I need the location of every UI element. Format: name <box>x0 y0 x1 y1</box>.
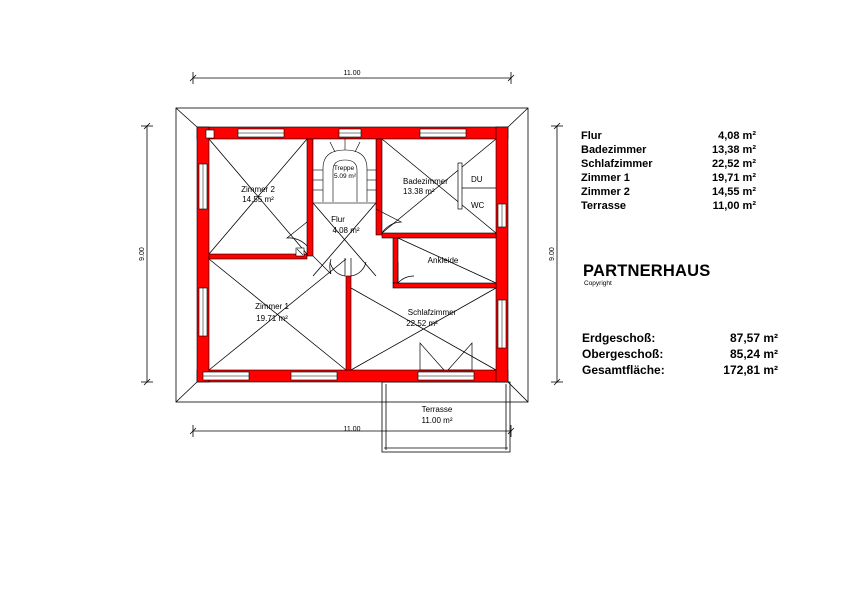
list-item <box>581 143 756 157</box>
chimney-icon <box>296 248 304 256</box>
totals-label: Obergeschoß: <box>582 347 664 361</box>
room-area-zimmer2: 14.55 m² <box>242 195 274 204</box>
area-list-value: 22,52 m² <box>711 158 756 170</box>
totals-value: 85,24 m² <box>729 347 778 361</box>
list-item <box>581 129 756 143</box>
copyright-note: Copyright <box>584 280 612 287</box>
room-name-zimmer1: Zimmer 1 <box>255 302 289 311</box>
room-name-ankleide: Ankleide <box>427 256 459 265</box>
area-list-value: 13,38 m² <box>711 144 756 156</box>
area-list-label: Terrasse <box>581 200 627 212</box>
totals-value: 172,81 m² <box>723 363 778 377</box>
room-name-badezimmer: Badezimmer <box>403 177 448 186</box>
totals-value: 87,57 m² <box>729 331 778 345</box>
room-area-badezimmer: 13.38 m² <box>403 187 435 196</box>
room-area-schlafzimmer: 22.52 m² <box>406 319 438 328</box>
dimension-bottom-label: 11.00 <box>343 426 361 433</box>
room-name-du: DU <box>471 175 483 184</box>
room-name-zimmer2: Zimmer 2 <box>241 185 275 194</box>
room-name-flur: Flur <box>331 215 345 224</box>
area-list-value: 4,08 m² <box>718 130 756 142</box>
totals-row <box>582 330 778 346</box>
area-totals <box>582 330 778 378</box>
area-list-label: Zimmer 2 <box>581 186 630 198</box>
totals-row <box>582 362 778 378</box>
room-name-wc: WC <box>471 201 485 210</box>
dimension-top-label: 11.00 <box>343 70 361 77</box>
room-area-terrasse: 11.00 m² <box>421 416 453 425</box>
room-name-treppe: Treppe <box>333 165 355 172</box>
room-name-schlafzimmer: Schlafzimmer <box>407 308 457 317</box>
area-list-value: 14,55 m² <box>711 186 756 198</box>
area-list-label: Schlafzimmer <box>581 158 653 170</box>
list-item <box>581 171 756 185</box>
area-list-label: Badezimmer <box>581 144 647 156</box>
room-area-treppe: 5.09 m² <box>333 173 357 180</box>
area-list-value: 11,00 m² <box>712 200 756 212</box>
room-area-zimmer1: 19.71 m² <box>256 314 288 323</box>
totals-row <box>582 346 778 362</box>
dimension-right-label: 9.00 <box>549 247 556 261</box>
list-item <box>581 199 756 213</box>
list-item <box>581 185 756 199</box>
totals-label: Erdgeschoß: <box>582 331 656 345</box>
room-name-terrasse: Terrasse <box>421 405 453 414</box>
room-area-flur: 4.08 m² <box>332 226 360 235</box>
room-area-list <box>581 129 756 213</box>
area-list-label: Zimmer 1 <box>581 172 630 184</box>
area-list-label: Flur <box>581 130 602 142</box>
list-item <box>581 157 756 171</box>
house-title: PARTNERHAUS <box>583 262 711 280</box>
area-list-value: 19,71 m² <box>711 172 756 184</box>
dimension-left-label: 9.00 <box>139 247 146 261</box>
totals-label: Gesamtfläche: <box>582 363 665 377</box>
